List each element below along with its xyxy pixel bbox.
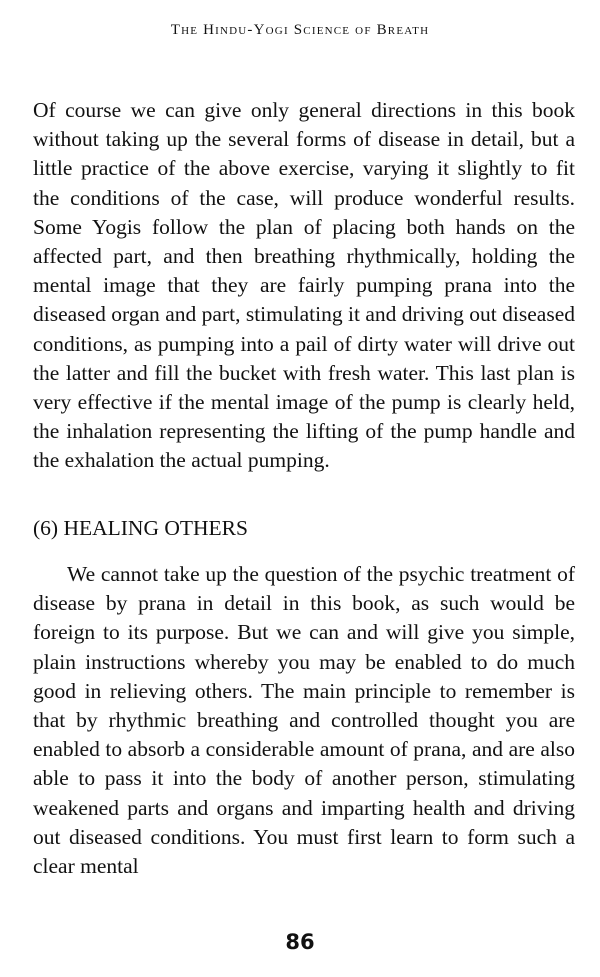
section-heading: (6) HEALING OTHERS <box>33 516 248 540</box>
paragraph-1: Of course we can give only general directions in this book without taking up the several forms of disease in detail, but a little practice of the above exercise, varying it slightly to fit the conditions of the case, will produce wonderful results. Some Yogis follow the plan of placing both hands on the affected part, and then breathing rhythmically, holding the mental image that they are fairly pumping prana into the diseased organ and part, stimulating it and driving out diseased conditions, as pumping into a pail of dirty water will drive out the latter and fill the bucket with fresh water. This last plan is very effective if the mental image of the pump is clearly held, the inhalation representing the lifting of the pump handle and the exhalation the actual pumping. <box>33 98 575 473</box>
running-head: The Hindu-Yogi Science of Breath <box>170 22 430 38</box>
paragraph-2: We cannot take up the question of the psychic treatment of disease by prana in detail in this book, as such would be foreign to its purpose. But we can and will give you simple, plain instructions whereby you may be enabled to do much good in relieving others. The main principle to remember is that by rhythmic breathing and controlled thought you are enabled to absorb a considerable amount of prana, and are also able to pass it into the body of another person, stimulating weakened parts and organs and imparting health and driving out diseased conditions. You must first learn to form such a clear mental <box>33 562 575 879</box>
page-number: 86 <box>285 930 315 954</box>
